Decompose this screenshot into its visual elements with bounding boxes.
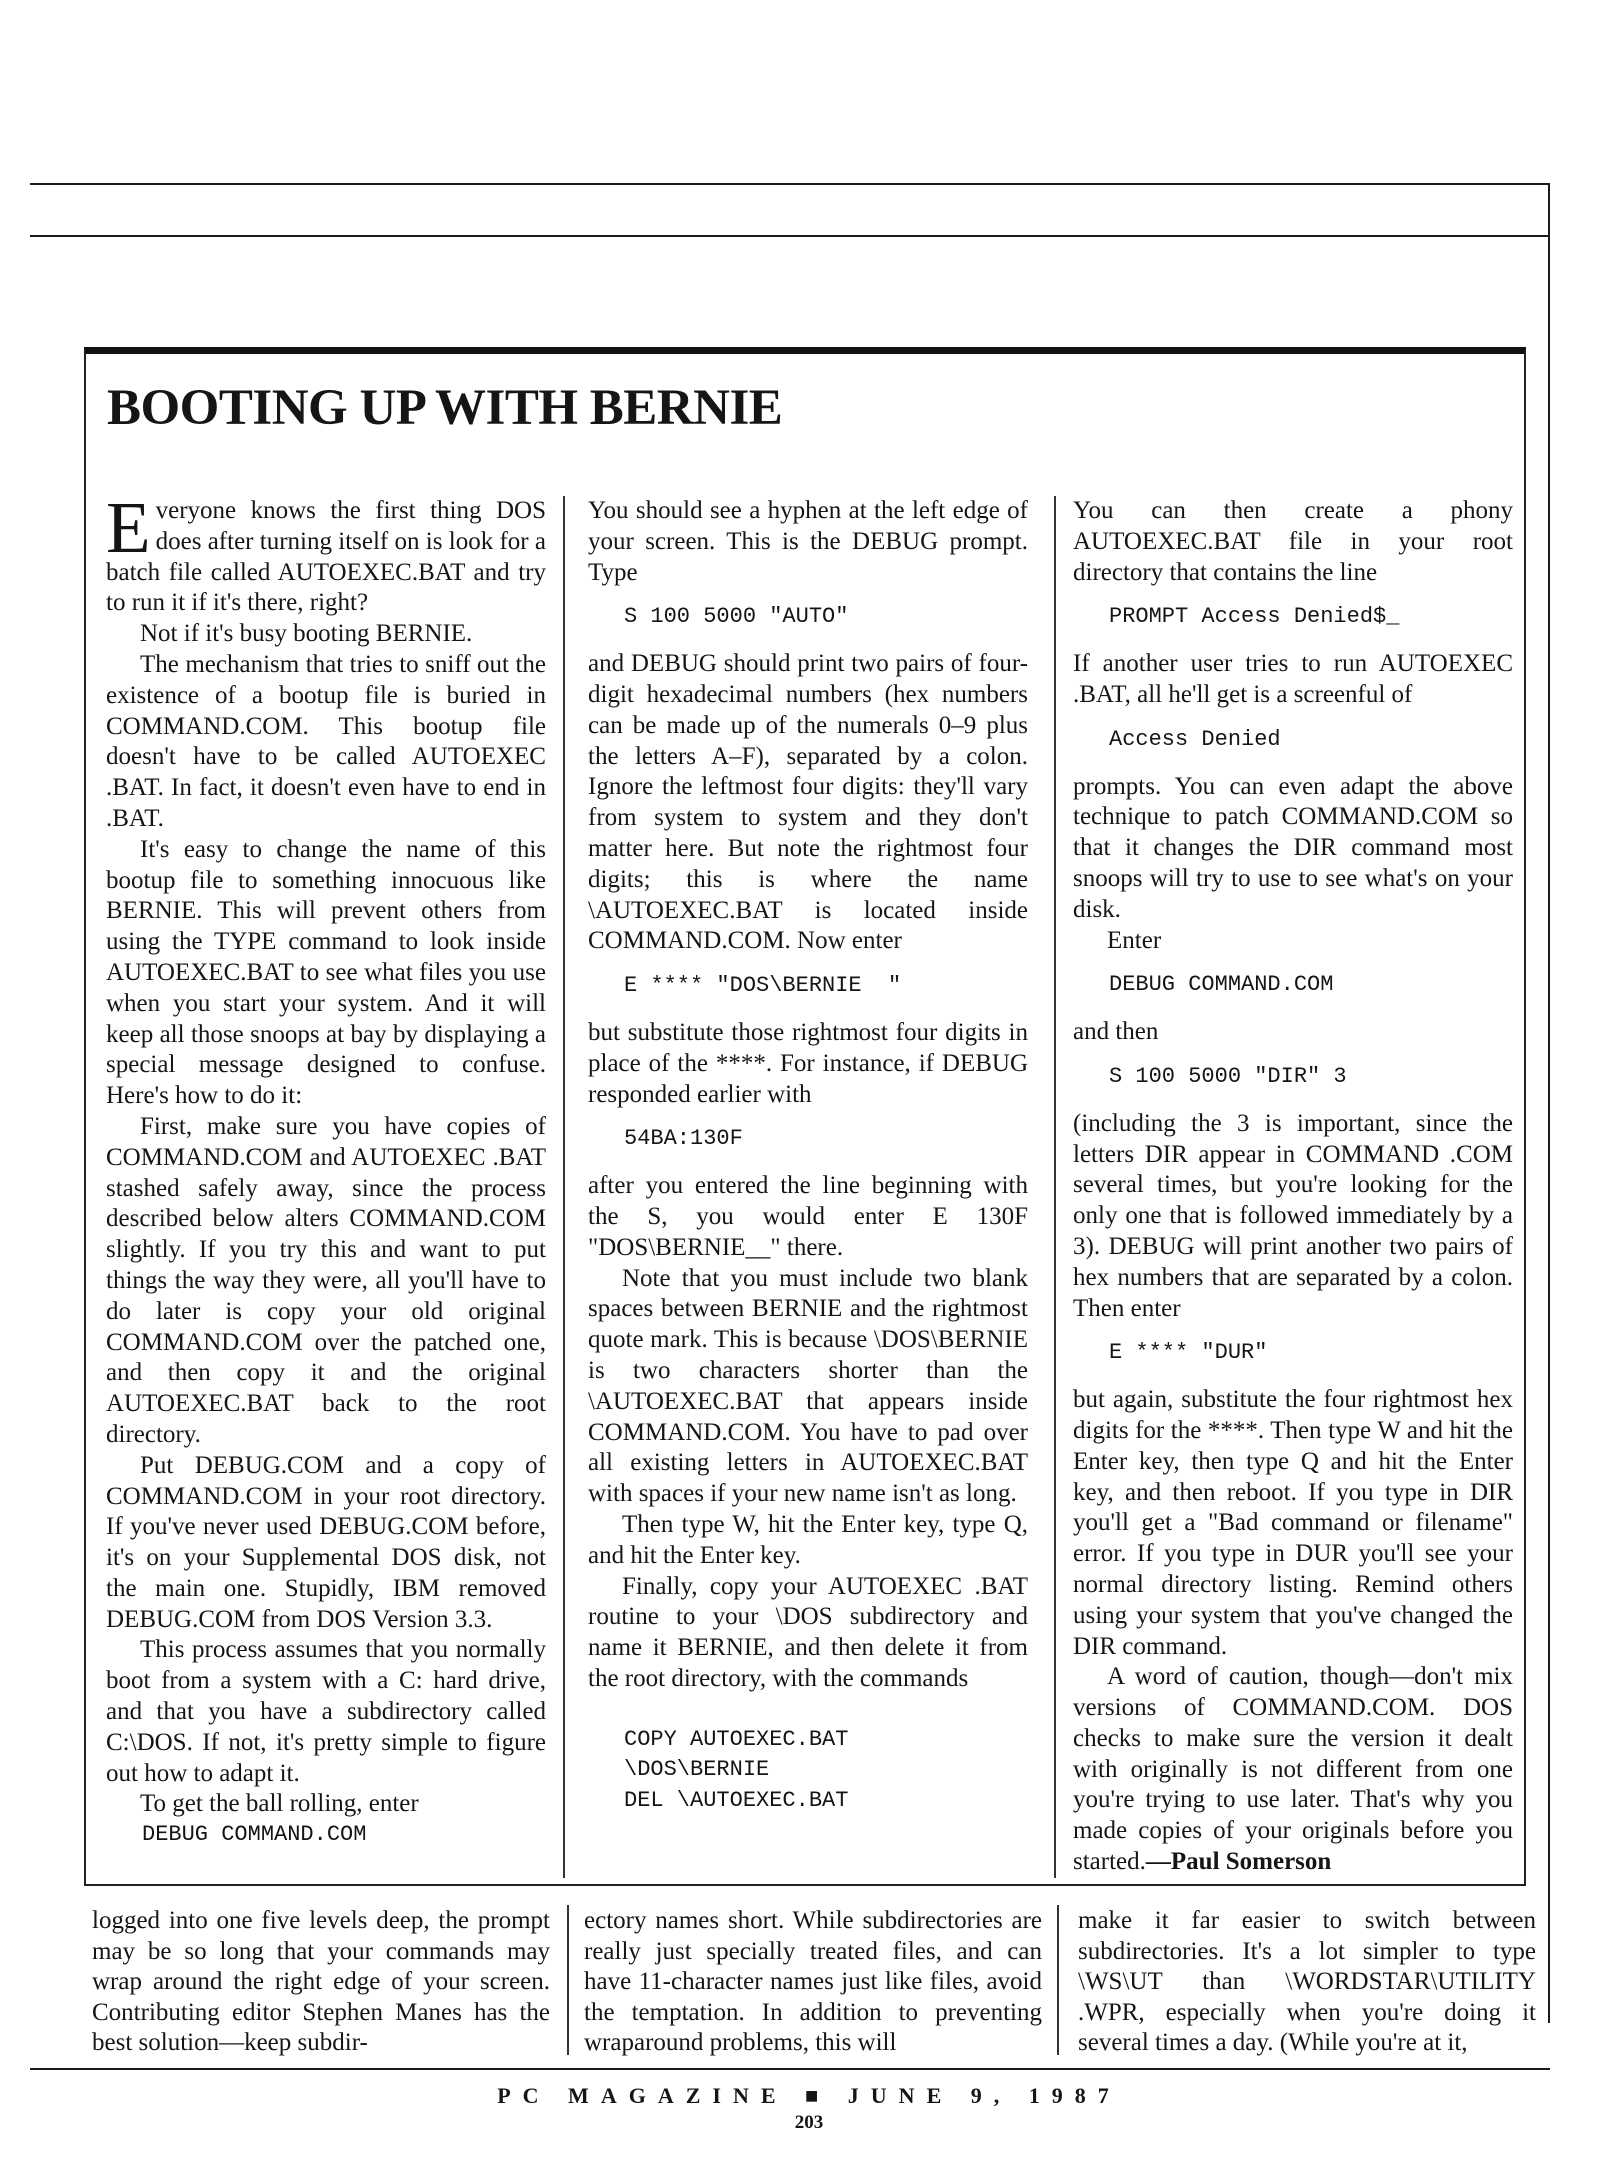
article-title: BOOTING UP WITH BERNIE: [107, 380, 783, 436]
paragraph: You should see a hyphen at the left edge of your screen. This is the DEBUG prompt. Type: [588, 497, 1028, 586]
paragraph: (including the 3 is important, since the letters DIR appear in COMMAND .COM several times, but you're looking for the only one that is followed immediately by a 3). DEBUG will print another two pairs of hex numbers that are separated by a colon. Then enter: [1073, 1109, 1513, 1322]
paragraph: Then type W, hit the Enter key, type Q, and hit the Enter key.: [588, 1510, 1028, 1569]
bottom-column-1: logged into one five levels deep, the prompt may be so long that your commands may wrap around the right edge of your screen. Contributing editor Stephen Manes has the best solution—keep subdir-: [92, 1907, 550, 2057]
column-divider-2: [1054, 496, 1056, 1878]
code-line: Access Denied: [1109, 726, 1281, 752]
paragraph: The mechanism that tries to sniff out the existence of a bootup file is buried in COMMAND.COM. This bootup file doesn't have to be called AUTOEXEC .BAT. In fact, it doesn't even have to end in .BAT.: [106, 650, 546, 832]
paragraph: and then: [1073, 1018, 1159, 1046]
paragraph: First, make sure you have copies of COMMAND.COM and AUTOEXEC .BAT stashed safely away, since the process described below alters COMMAND.COM slightly. If you try this and want to put things the way they were, all you'll have to do later is copy your old original COMMAND.COM over the patched one, and then copy it and the original AUTOEXEC.BAT back to the root directory.: [106, 1112, 546, 1448]
paragraph: Put DEBUG.COM and a copy of COMMAND.COM in your root directory. If you've never used DEBUG.COM before, it's on your Supplemental DOS disk, not the main one. Stupidly, IBM removed DEBUG.COM from DOS Version 3.3.: [106, 1451, 546, 1633]
page-number: 203: [794, 2112, 824, 2133]
code-line: \DOS\BERNIE: [624, 1757, 770, 1783]
article-column-1: [106, 487, 546, 1851]
upper-rule: [30, 235, 1550, 237]
paragraph: A word of caution, though—don't mix versions of COMMAND.COM. DOS checks to make sure the version it dealt with originally is not different from one you're trying to use later. That's why you made copies of your originals before you started.—Paul Somerson: [1073, 1663, 1513, 1876]
paragraph: Enter: [1107, 926, 1162, 954]
paragraph: This process assumes that you normally boot from a system with a C: hard drive, and that you have a subdirectory called C:\DOS. If not, it's pretty simple to figure out how to adapt it.: [106, 1636, 546, 1787]
bottom-divider-2: [1057, 1905, 1059, 2055]
paragraph: but substitute those rightmost four digits in place of the ****. For instance, if DEBUG responded earlier with: [588, 1018, 1028, 1108]
article-column-2: [588, 496, 1028, 1817]
code-line: 54BA:130F: [624, 1126, 743, 1152]
right-edge-rule: [1548, 183, 1550, 2023]
paragraph: Finally, copy your AUTOEXEC .BAT routine to your \DOS subdirectory and name it BERNIE, and then delete it from the root directory, with the commands: [588, 1572, 1028, 1692]
top-rule: [30, 183, 1550, 185]
paragraph: after you entered the line beginning with the S, you would enter E 130F "DOS\BERNIE__" there.: [588, 1172, 1028, 1261]
column-divider-1: [563, 496, 565, 1878]
paragraph: You can then create a phony AUTOEXEC.BAT file in your root directory that contains the line: [1073, 497, 1513, 586]
code-line: DEBUG COMMAND.COM: [1109, 972, 1334, 998]
bottom-rule: [30, 2068, 1550, 2070]
bottom-divider-1: [567, 1905, 569, 2055]
drop-cap: E: [106, 487, 151, 568]
paragraph: If another user tries to run AUTOEXEC .BAT, all he'll get is a screenful of: [1073, 650, 1513, 708]
article-column-3: [1073, 496, 1513, 1878]
bottom-column-3: make it far easier to switch between subdirectories. It's a lot simpler to type \WS\UT than \WORDSTAR\UTILITY .WPR, especially when you're doing it several times a day. (While you're at it,: [1078, 1907, 1536, 2057]
code-line: E **** "DOS\BERNIE ": [624, 973, 902, 999]
paragraph: and DEBUG should print two pairs of four-digit hexadecimal numbers (hex numbers can be made up of the numerals 0–9 plus the letters A–F), separated by a colon. Ignore the leftmost four digits: they'll vary from system to system and they don't matter here. But note the rightmost four digits; this is where the name \AUTOEXEC.BAT is located inside COMMAND.COM. Now enter: [588, 650, 1028, 955]
paragraph: Not if it's busy booting BERNIE.: [140, 620, 473, 648]
code-line: S 100 5000 "DIR" 3: [1109, 1063, 1347, 1089]
paragraph: but again, substitute the four rightmost hex digits for the ****. Then type W and hit the Enter key, then type Q and hit the Enter key, and then reboot. If you type in DIR you'll get a "Bad command or filename" error. If you type in DUR you'll see your normal directory listing. Remind others using your system that you've changed the DIR command.: [1073, 1386, 1513, 1660]
paragraph: It's easy to change the name of this bootup file to something innocuous like BERNIE. This will prevent others from using the TYPE command to look inside AUTOEXEC.BAT to see what files you use when you start your system. And it will keep all those snoops at bay by displaying a special message designed to confuse. Here's how to do it:: [106, 835, 546, 1110]
code-line: S 100 5000 "AUTO": [624, 604, 849, 630]
author-signature: —Paul Somerson: [1145, 1848, 1332, 1876]
code-line: DEL \AUTOEXEC.BAT: [624, 1788, 849, 1814]
bottom-column-2: ectory names short. While subdirectories are really just specially treated files, and can have 11-character names just like files, avoid the temptation. In addition to preventing wraparound problems, this will: [584, 1907, 1042, 2057]
paragraph: Everyone knows the first thing DOS does after turning itself on is look for a batch file called AUTOEXEC.BAT and try to run it if it's there, right?: [106, 487, 546, 617]
paragraph: To get the ball rolling, enter: [140, 1790, 419, 1818]
code-line: E **** "DUR": [1109, 1340, 1268, 1366]
paragraph: prompts. You can even adapt the above technique to patch COMMAND.COM so that it changes the DIR command most snoops will try to use to see what's on your disk.: [1073, 772, 1513, 923]
page-footer: PC MAGAZINE ■ JUNE 9, 1987: [497, 2083, 1121, 2108]
code-line: COPY AUTOEXEC.BAT: [624, 1726, 849, 1752]
code-line: PROMPT Access Denied$_: [1109, 604, 1400, 630]
code-line: DEBUG COMMAND.COM: [142, 1822, 367, 1848]
paragraph: Note that you must include two blank spaces between BERNIE and the rightmost quote mark. This is because \DOS\BERNIE is two characters shorter than the \AUTOEXEC.BAT that appears inside COMMAND.COM. You have to pad over all existing letters in AUTOEXEC.BAT with spaces if your new name isn't as long.: [588, 1264, 1028, 1508]
